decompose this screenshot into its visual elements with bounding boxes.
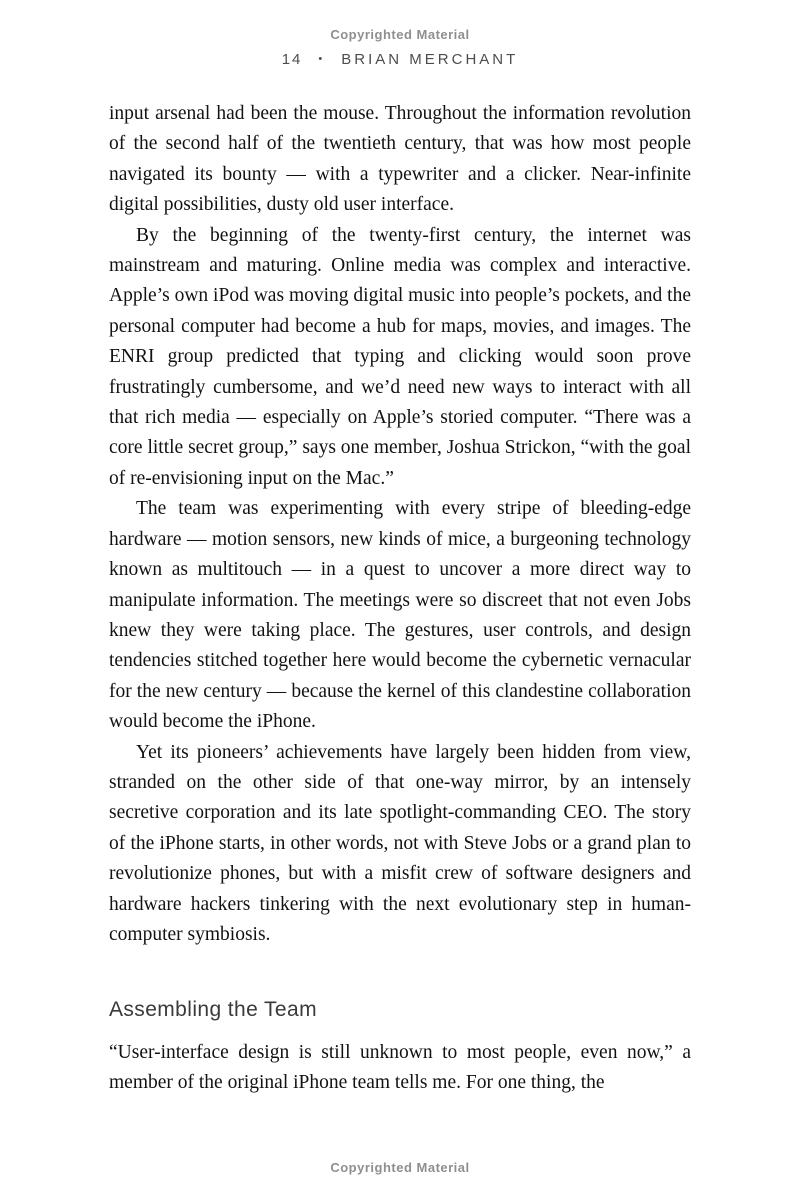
paragraph: The team was experimenting with every stripe of bleeding-edge hardware — motion sensors, new kinds of mice, a burgeoning technology known as multitouch — in a quest to uncover a more direct way to manipulate information. The meetings were so discreet that not even Jobs knew they were taking place. The gestures, user controls, and design tendencies stitched together here would become the cybernetic vernacular for the new century — because the kernel of this clandestine collaboration would become the iPhone. xyxy=(109,498,691,733)
paragraph: Yet its pioneers’ achievements have largely been hidden from view, stranded on the other side of that one-way mirror, by an intensely secretive corporation and its late spotlight-commanding CEO. The story of the iPhone starts, in other words, not with Steve Jobs or a grand plan to revolutionize phones, but with a misfit crew of software designers and hardware hackers tinkering with the next evolutionary step in human-computer symbiosis. xyxy=(109,741,691,945)
paragraph-continuation: input arsenal had been the mouse. Throughout the information revolution of the second half of the twentieth century, that was how most people navigated its bounty — with a typewriter and a clicker. Near-infinite digital possibilities, dusty old user interface. xyxy=(109,103,691,216)
copyright-notice-top: Copyrighted Material xyxy=(330,27,470,42)
paragraph: By the beginning of the twenty-first century, the internet was mainstream and maturing. Online media was complex and interactive. Apple’s own iPod was moving digital music into people’s pockets, and the personal computer had become a hub for maps, movies, and images. The ENRI group predicted that typing and clicking would soon prove frustratingly cumbersome, and we’d need new ways to interact with all that rich media — especially on Apple’s storied computer. “There was a core little secret group,” says one member, Joshua Strickon, “with the goal of re-envisioning input on the Mac.” xyxy=(109,224,691,489)
copyright-notice-bottom: Copyrighted Material xyxy=(330,1160,470,1175)
running-header xyxy=(0,51,800,68)
author-name: BRIAN MERCHANT xyxy=(341,51,519,68)
section-heading: Assembling the Team xyxy=(109,998,317,1022)
body-text xyxy=(109,99,691,1099)
header-separator-dot: • xyxy=(318,53,326,65)
paragraph: “User-interface design is still unknown to most people, even now,” a member of the original iPhone team tells me. For one thing, the xyxy=(109,1041,691,1094)
page-number: 14 xyxy=(281,51,303,68)
